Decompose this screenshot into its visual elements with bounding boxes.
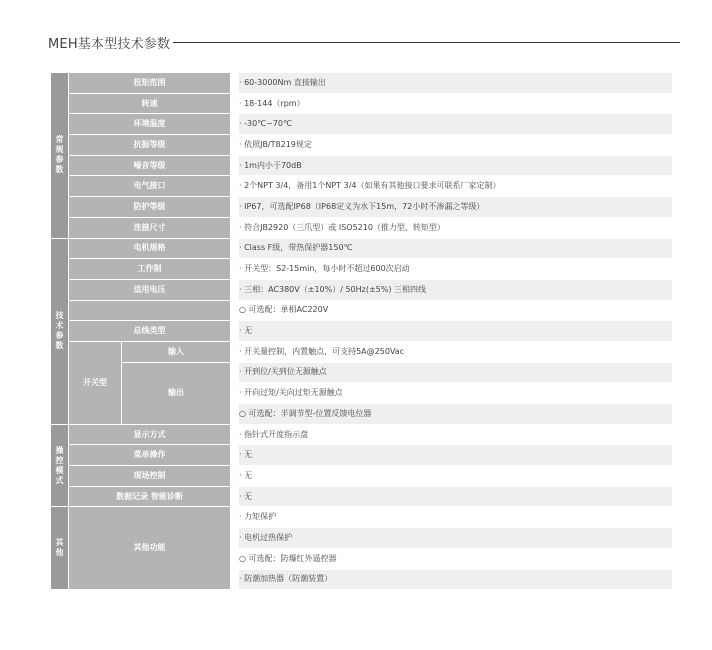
row-label: 电机规格 bbox=[69, 238, 231, 259]
row-value: · 无 bbox=[239, 466, 673, 487]
row-label: 扭矩范围 bbox=[69, 73, 231, 94]
row-value: · 无 bbox=[239, 321, 673, 342]
row-label: 数据记录 智能诊断 bbox=[69, 486, 231, 507]
table-row bbox=[51, 135, 673, 156]
table-row bbox=[51, 259, 673, 280]
row-value: · 无 bbox=[239, 486, 673, 507]
row-value: · -30℃~70℃ bbox=[239, 114, 673, 135]
row-value: · 开向过矩/关向过矩无源触点 bbox=[239, 383, 673, 404]
row-value: · 防潮加热器（防潮装置） bbox=[239, 569, 673, 590]
table-row bbox=[51, 362, 673, 383]
row-value: · 依照JB/T8219规定 bbox=[239, 135, 673, 156]
title-divider bbox=[173, 42, 680, 43]
other-functions-label: 其他功能 bbox=[69, 507, 231, 590]
row-value: · 电机过热保护 bbox=[239, 528, 673, 549]
row-label: 转速 bbox=[69, 93, 231, 114]
table-row bbox=[51, 424, 673, 445]
table-row bbox=[51, 486, 673, 507]
row-value: · 力矩保护 bbox=[239, 507, 673, 528]
row-value: ○ 可选配：防爆红外遥控器 bbox=[239, 548, 673, 569]
row-value: · 开到位/关到位无源触点 bbox=[239, 362, 673, 383]
output-label: 输出 bbox=[122, 362, 231, 424]
page-title: MEH基本型技术参数 bbox=[48, 36, 171, 52]
row-label: 工作制 bbox=[69, 259, 231, 280]
row-value: · IP67，可选配IP68（IP68定义为水下15m，72小时不渗漏之等级） bbox=[239, 197, 673, 218]
table-row bbox=[51, 279, 673, 300]
table-row bbox=[51, 93, 673, 114]
table-row bbox=[51, 341, 673, 362]
row-label: 显示方式 bbox=[69, 424, 231, 445]
row-value: · 指针式开度指示盘 bbox=[239, 424, 673, 445]
row-value: · 开关量控制，内置触点，可支持5A@250Vac bbox=[239, 341, 673, 362]
row-value: · 无 bbox=[239, 445, 673, 466]
row-label bbox=[69, 300, 231, 321]
row-label: 菜单操作 bbox=[69, 445, 231, 466]
row-label: 抗振等级 bbox=[69, 135, 231, 156]
row-label: 适用电压 bbox=[69, 279, 231, 300]
row-value: · Class F级，带热保护器150℃ bbox=[239, 238, 673, 259]
category-control: 操控模式 bbox=[51, 424, 69, 507]
table-row bbox=[51, 114, 673, 135]
row-value: ○ 可选配：半调节型-位置反馈电位器 bbox=[239, 404, 673, 425]
row-label: 防护等级 bbox=[69, 197, 231, 218]
row-label: 电气接口 bbox=[69, 176, 231, 197]
input-label: 输入 bbox=[122, 341, 231, 362]
table-row bbox=[51, 217, 673, 238]
table-row bbox=[51, 466, 673, 487]
row-value: · 18-144（rpm） bbox=[239, 93, 673, 114]
category-other: 其他 bbox=[51, 507, 69, 590]
table-row bbox=[51, 445, 673, 466]
row-value: ○ 可选配：单相AC220V bbox=[239, 300, 673, 321]
table-row bbox=[51, 300, 673, 321]
spec-table bbox=[50, 72, 673, 590]
table-row bbox=[51, 507, 673, 528]
row-label: 现场控制 bbox=[69, 466, 231, 487]
table-row bbox=[51, 238, 673, 259]
row-value: · 符合JB2920（三爪型）或 ISO5210（推力型、转矩型） bbox=[239, 217, 673, 238]
row-value: · 1m内小于70dB bbox=[239, 155, 673, 176]
section-header bbox=[48, 32, 680, 52]
table-row bbox=[51, 321, 673, 342]
row-value: · 开关型：S2-15min，每小时不超过600次启动 bbox=[239, 259, 673, 280]
row-label: 连接尺寸 bbox=[69, 217, 231, 238]
row-label: 环境温度 bbox=[69, 114, 231, 135]
category-general: 常规参数 bbox=[51, 73, 69, 239]
table-row bbox=[51, 73, 673, 94]
table-row bbox=[51, 155, 673, 176]
table-row bbox=[51, 197, 673, 218]
row-value: · 2个NPT 3/4，备用1个NPT 3/4（如果有其他接口要求可联系厂家定制） bbox=[239, 176, 673, 197]
row-label: 噪音等级 bbox=[69, 155, 231, 176]
row-value: · 60-3000Nm 直接输出 bbox=[239, 73, 673, 94]
row-value: · 三相：AC380V（±10%）/ 50Hz(±5%) 三相四线 bbox=[239, 279, 673, 300]
table-row bbox=[51, 176, 673, 197]
category-technical: 技术参数 bbox=[51, 238, 69, 424]
row-label: 总线类型 bbox=[69, 321, 231, 342]
switch-group-label: 开关型 bbox=[69, 341, 122, 424]
